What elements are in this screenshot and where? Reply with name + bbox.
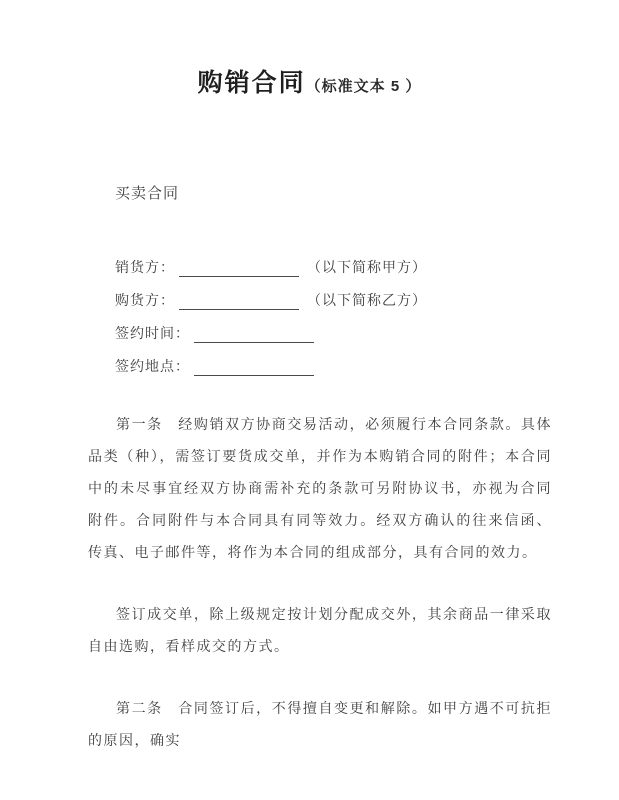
seller-field-suffix: （以下简称甲方） xyxy=(307,259,427,275)
signing-place-field-label: 签约地点： xyxy=(115,358,190,374)
signing-place-blank-underline xyxy=(194,360,314,376)
document-title: 购销合同 xyxy=(197,69,306,97)
signing-time-blank-underline xyxy=(194,327,314,343)
field-row-seller xyxy=(115,257,619,277)
field-row-signing-time xyxy=(115,323,619,343)
contract-fields xyxy=(115,257,619,376)
buyer-field-label: 购货方： xyxy=(115,292,175,308)
document-subtitle: 买卖合同 xyxy=(115,185,180,202)
contract-body xyxy=(88,408,552,756)
buyer-blank-underline xyxy=(179,294,299,310)
signing-time-field-label: 签约时间： xyxy=(115,325,190,341)
seller-field-label: 销货方： xyxy=(115,259,175,275)
document-header xyxy=(0,0,619,104)
seller-blank-underline xyxy=(179,261,299,277)
field-row-buyer xyxy=(115,290,619,310)
contract-paragraph-article-1: 第一条 经购销双方协商交易活动，必须履行本合同条款。具体品类（种），需签订要货成交单，并作为本购销合同的附件；本合同中的未尽事宜经双方协商需补充的条款可另附协议书，亦视为合同附件。合同附件与本合同具有同等效力。经双方确认的往来信函、传真、电子邮件等，将作为本合同的组成部分，具有合同的效力。 xyxy=(88,416,552,560)
buyer-field-suffix: （以下简称乙方） xyxy=(307,292,427,308)
contract-paragraph-article-2: 第二条 合同签订后，不得擅自变更和解除。如甲方遇不可抗拒的原因，确实 xyxy=(88,700,552,748)
document-title-suffix: （标准文本 5 ） xyxy=(305,78,422,95)
field-row-signing-place xyxy=(115,356,619,376)
contract-paragraph-deal-note: 签订成交单，除上级规定按计划分配成交外，其余商品一律采取自由选购，看样成交的方式。 xyxy=(88,606,552,654)
